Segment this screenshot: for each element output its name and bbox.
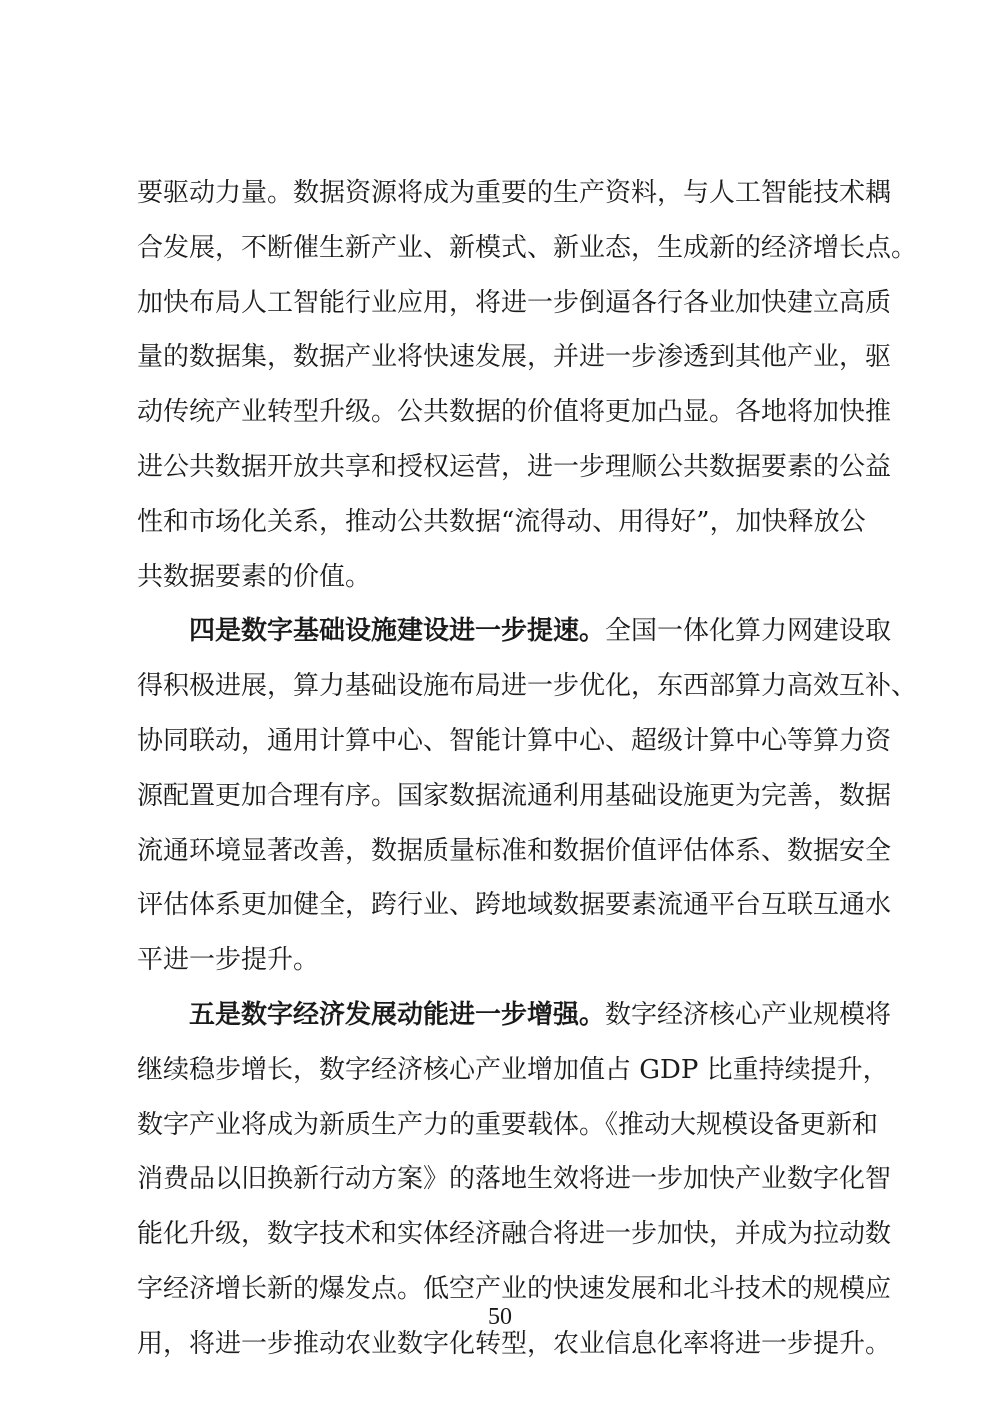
text-line: 字经济增长新的爆发点。低空产业的快速发展和北斗技术的规模应 [137, 1273, 892, 1304]
paragraph-heading: 五是数字经济发展动能进一步增强。 [189, 999, 606, 1030]
text-line: 共数据要素的价值。 [137, 561, 372, 592]
text-line: 消费品以旧换新行动方案》的落地生效将进一步加快产业数字化智 [137, 1164, 892, 1195]
text-line: 平进一步提升。 [137, 945, 320, 976]
body-text [137, 166, 918, 1372]
text-line: 用，将进一步推动农业数字化转型，农业信息化率将进一步提升。 [137, 1328, 892, 1359]
text-line: 数字产业将成为新质生产力的重要载体。《推动大规模设备更新和 [137, 1109, 879, 1140]
text-line: 合发展，不断催生新产业、新模式、新业态，生成新的经济增长点。 [137, 232, 918, 263]
text-line: 性和市场化关系，推动公共数据“流得动、用得好”，加快释放公 [137, 506, 866, 537]
text-line: 量的数据集，数据产业将快速发展，并进一步渗透到其他产业，驱 [137, 342, 892, 373]
text-line: 继续稳步增长，数字经济核心产业增加值占 GDP 比重持续提升， [137, 1054, 889, 1085]
text-line: 得积极进展，算力基础设施布局进一步优化，东西部算力高效互补、 [137, 671, 918, 702]
text-line: 流通环境显著改善，数据质量标准和数据价值评估体系、数据安全 [137, 835, 892, 866]
text-line: 要驱动力量。数据资源将成为重要的生产资料，与人工智能技术耦 [137, 178, 892, 208]
paragraph-first-line [137, 604, 892, 659]
text-line: 动传统产业转型升级。公共数据的价值将更加凸显。各地将加快推 [137, 397, 892, 428]
paragraph-heading: 四是数字基础设施建设进一步提速。 [189, 616, 606, 647]
page-number: 50 [488, 1304, 512, 1330]
text-span: 全国一体化算力网建设取 [605, 616, 892, 647]
text-line: 协同联动，通用计算中心、智能计算中心、超级计算中心等算力资 [137, 725, 892, 756]
text-line: 加快布局人工智能行业应用，将进一步倒逼各行各业加快建立高质 [137, 287, 892, 318]
text-span: 数字经济核心产业规模将 [605, 999, 892, 1030]
text-line: 能化升级，数字技术和实体经济融合将进一步加快，并成为拉动数 [137, 1219, 892, 1250]
text-line: 进公共数据开放共享和授权运营，进一步理顺公共数据要素的公益 [137, 451, 892, 482]
text-line: 源配置更加合理有序。国家数据流通利用基础设施更为完善，数据 [137, 780, 892, 811]
text-line: 评估体系更加健全，跨行业、跨地域数据要素流通平台互联互通水 [137, 890, 892, 921]
paragraph-first-line [137, 988, 892, 1043]
